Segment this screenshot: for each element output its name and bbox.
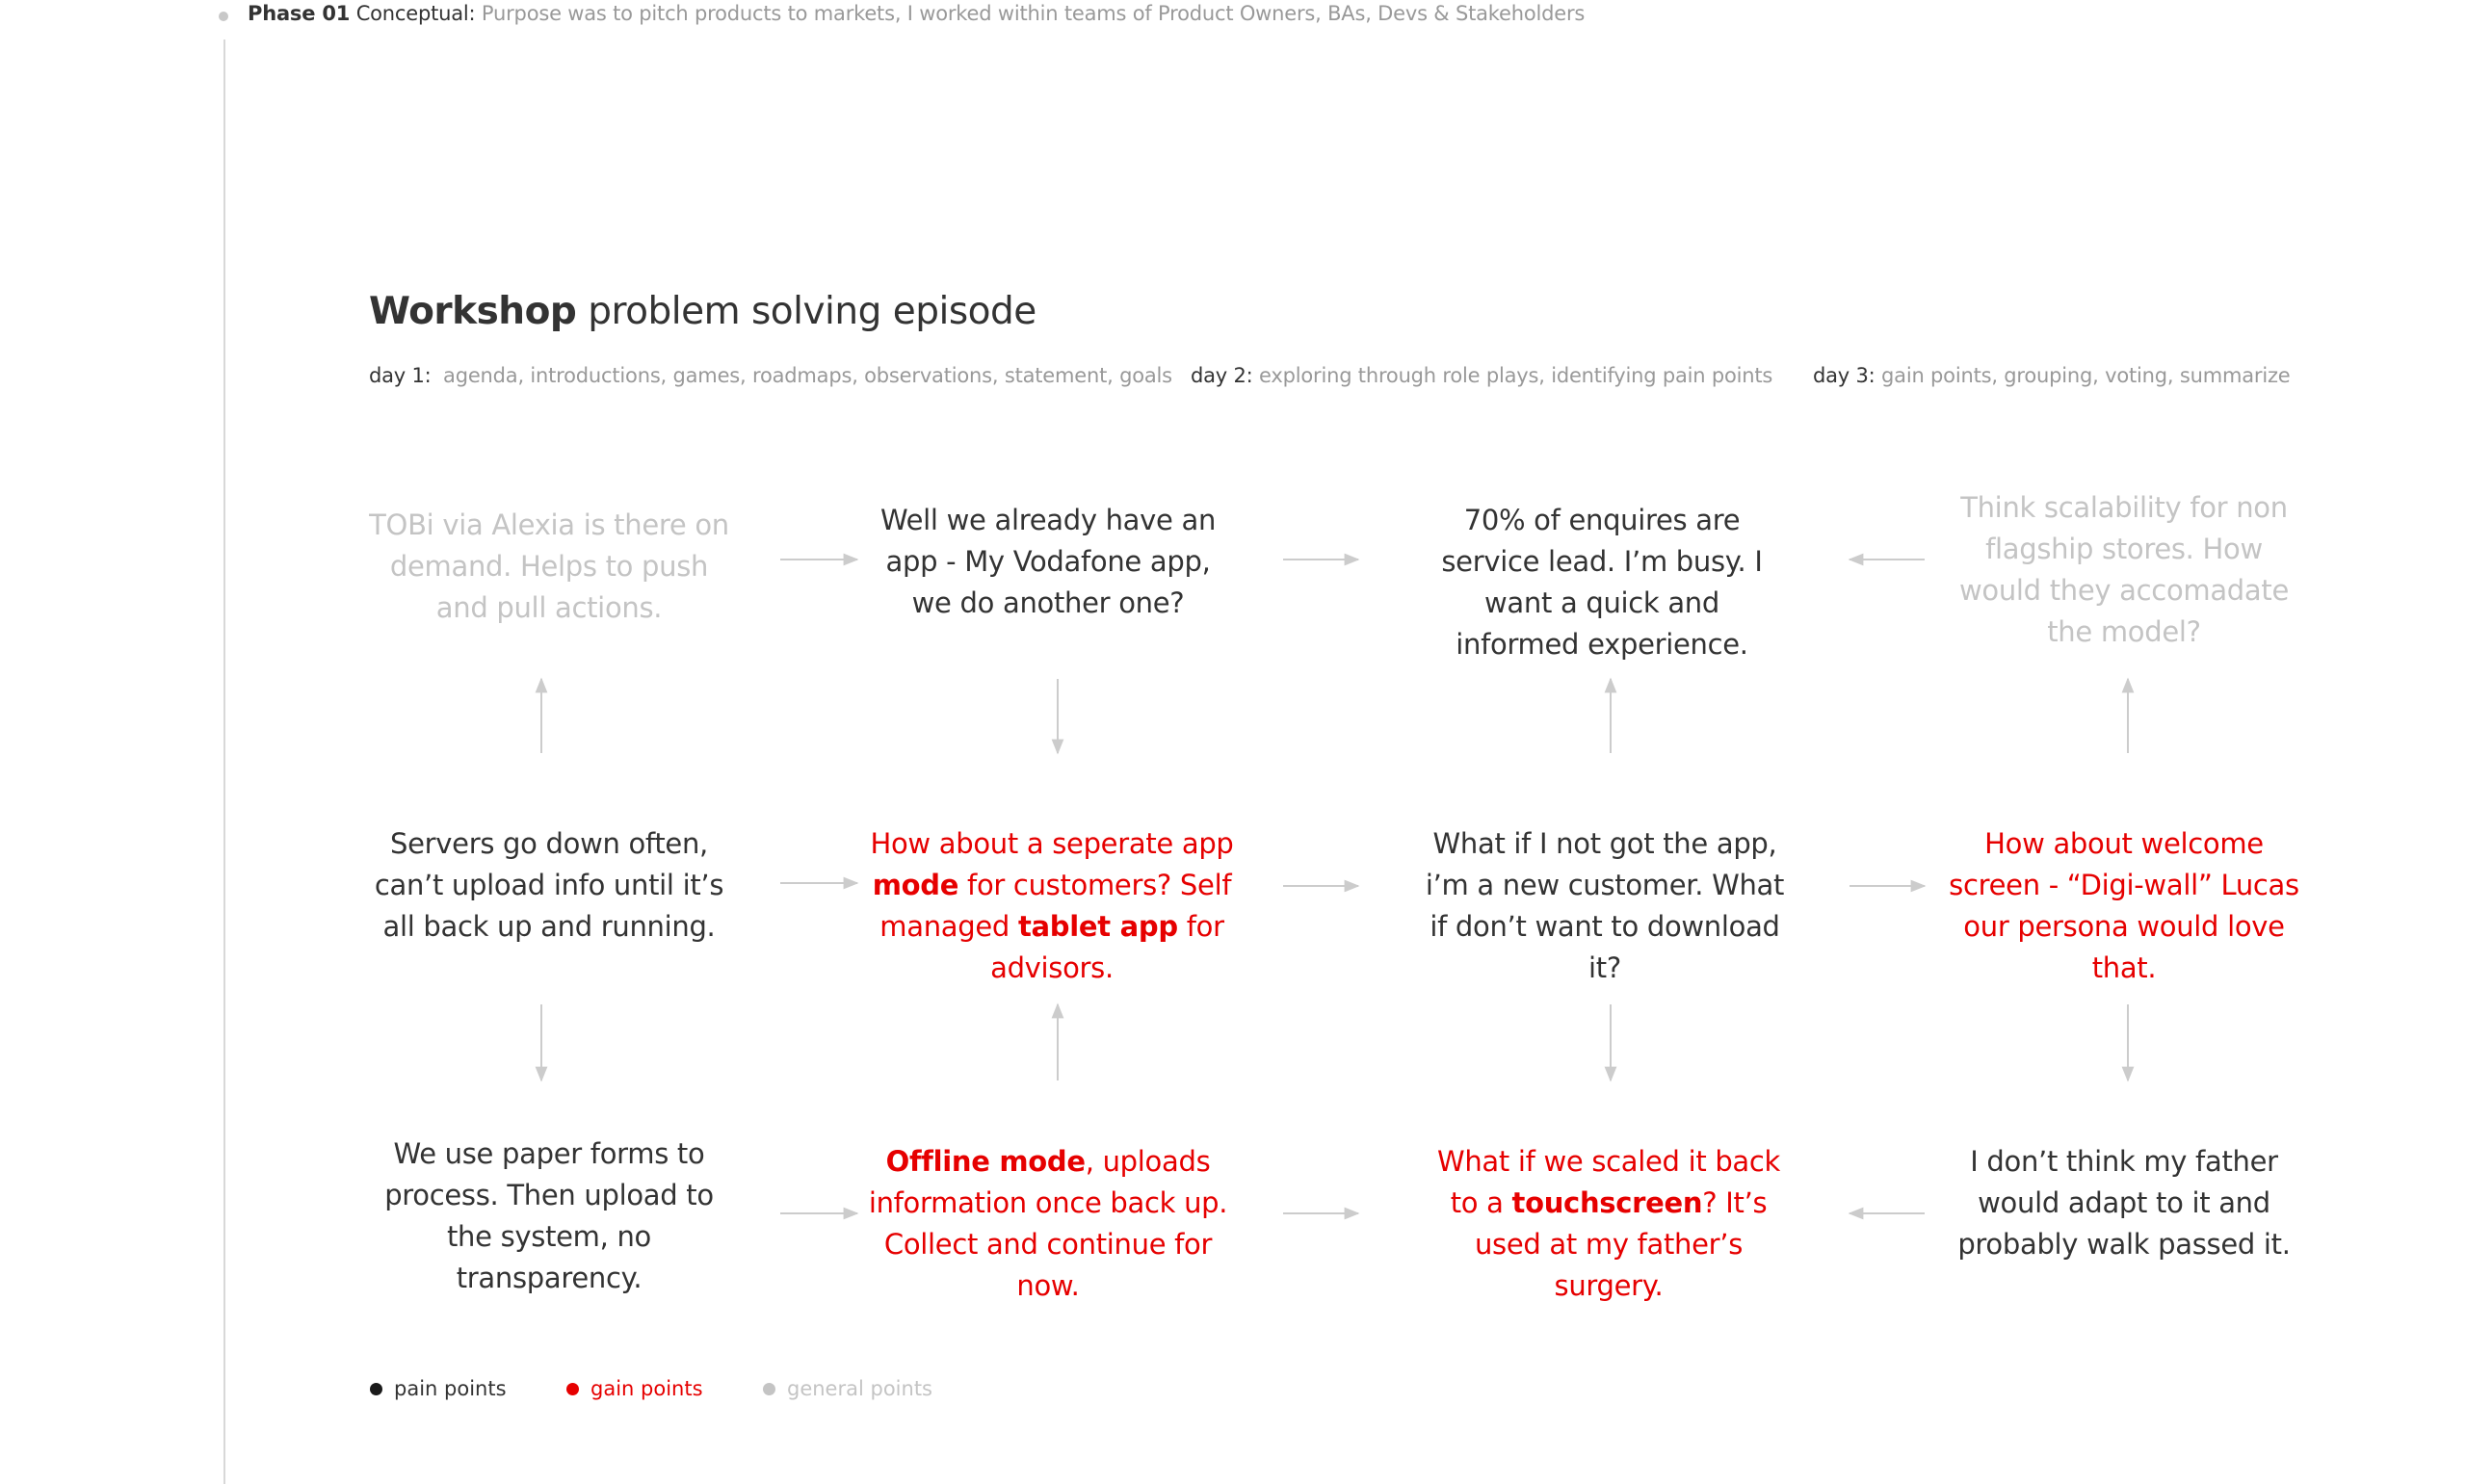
phase-description: Purpose was to pitch products to markets, I worked within teams of Product Owners, BAs, Devs & Stakeholders — [481, 2, 1586, 25]
node-text: I don’t think my father would adapt to it and probably walk passed it. — [1957, 1145, 2291, 1261]
legend-general — [763, 1377, 932, 1400]
node-text: We use paper forms to process. Then upload to the system, no transparency. — [384, 1137, 714, 1294]
node-text: TOBi via Alexia is there on demand. Helps to push and pull actions. — [369, 508, 729, 624]
node-bold-text: touchscreen — [1511, 1186, 1703, 1219]
legend-gain — [566, 1377, 703, 1400]
node-text: Think scalability for non flagship stores. How would they accomadate the model? — [1958, 491, 2289, 648]
day-1-label: day 1: — [369, 364, 432, 387]
node-text: for customers? Self managed — [879, 869, 1232, 943]
day-3-text: gain points, grouping, voting, summarize — [1881, 364, 2291, 387]
legend-label: gain points — [590, 1377, 703, 1400]
phase-type: Conceptual: — [355, 2, 476, 25]
node-text: ? It’s used at my father’s surgery. — [1474, 1186, 1768, 1302]
legend-dot-icon — [370, 1383, 382, 1395]
legend-label: general points — [787, 1377, 932, 1400]
node-text: for advisors. — [990, 910, 1224, 984]
node-text: How about welcome screen - “Digi-wall” Lucas our persona would love that. — [1949, 827, 2299, 984]
legend-pain — [370, 1377, 507, 1400]
day-2-text: exploring through role plays, identifying pain points — [1259, 364, 1773, 387]
legend-dot-icon — [566, 1383, 579, 1395]
node-text: , uploads information once back up. Collect and continue for now. — [868, 1145, 1228, 1302]
day-3-label: day 3: — [1813, 364, 1876, 387]
node-bold-text: tablet app — [1017, 910, 1178, 943]
node-text: Well we already have an app - My Vodafone app, we do another one? — [879, 504, 1217, 619]
node-text: What if I not got the app, i’m a new customer. What if don’t want to download it? — [1425, 827, 1785, 984]
legend-label: pain points — [394, 1377, 507, 1400]
day-1-text: agenda, introductions, games, roadmaps, observations, statement, goals — [443, 364, 1172, 387]
title-bold: Workshop — [369, 290, 577, 333]
node-bold-text: Offline mode — [885, 1145, 1086, 1178]
node-text: How about a seperate app — [870, 827, 1234, 860]
title-rest: problem solving episode — [588, 290, 1036, 333]
node-text: What if we scaled it back to a — [1436, 1145, 1781, 1219]
node-text: 70% of enquires are service lead. I’m busy. I want a quick and informed experience. — [1441, 504, 1763, 661]
node-bold-text: mode — [872, 869, 959, 901]
day-2-label: day 2: — [1191, 364, 1253, 387]
node-text: Servers go down often, can’t upload info until it’s all back up and running. — [374, 827, 724, 943]
legend-dot-icon — [763, 1383, 775, 1395]
phase-label: Phase 01 — [248, 2, 351, 25]
